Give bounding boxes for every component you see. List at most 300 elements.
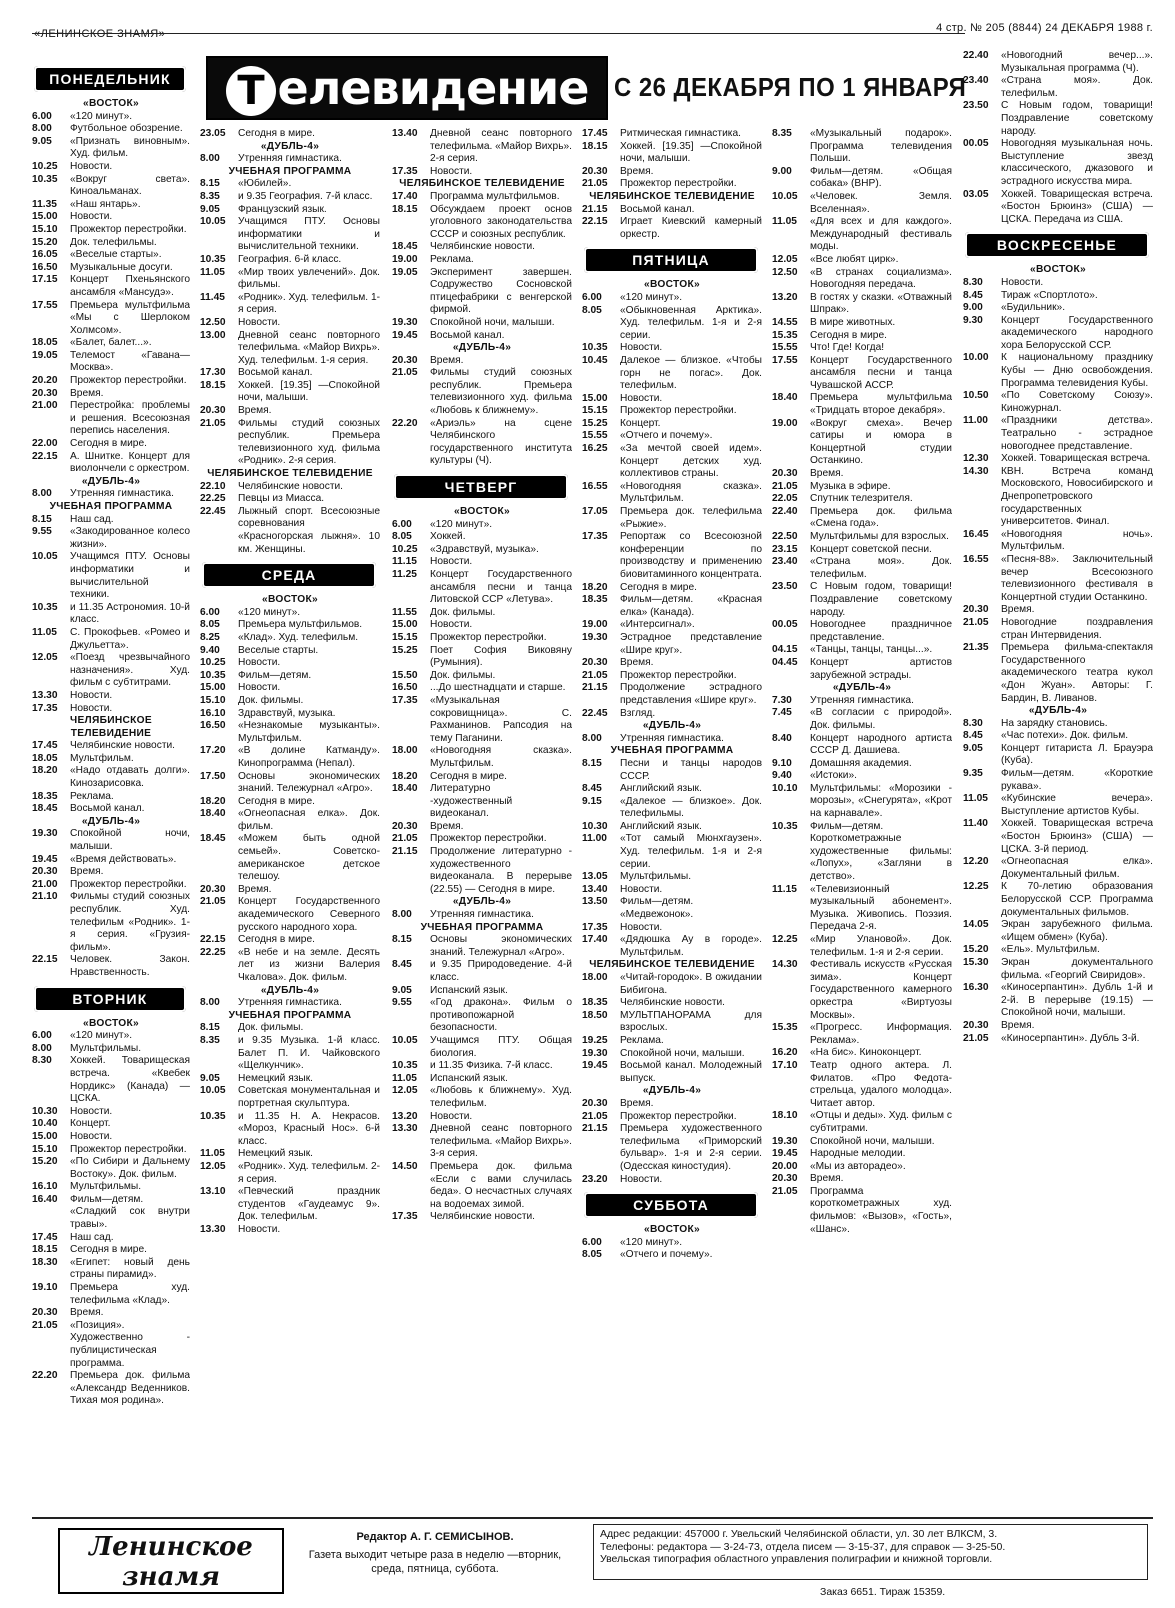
- program-time: 21.05: [772, 1185, 798, 1197]
- program-time: 16.40: [32, 1193, 58, 1205]
- program-time: 8.15: [32, 513, 52, 525]
- program-row: [963, 856, 1153, 881]
- address-line: Адрес редакции: 457000 г. Увельский Челябинской области, ул. 30 лет ВЛКСМ, 3.: [600, 1528, 998, 1540]
- program-row: [200, 1073, 380, 1086]
- channel-heading: ЧЕЛЯБИНСКОЕ ТЕЛЕВИДЕНИЕ: [589, 959, 755, 971]
- program-title: «В долине Катманду». Кинопрограмма (Непал).: [238, 745, 380, 769]
- day-heading: ЧЕТВЕРГ: [394, 474, 568, 500]
- program-time: 6.00: [582, 291, 602, 303]
- program-time: 22.40: [963, 50, 989, 61]
- program-time: 11.00: [582, 833, 607, 845]
- program-title: Фильм—детям. «Красная елка» (Канада).: [620, 594, 762, 618]
- program-time: 16.55: [963, 553, 989, 565]
- program-time: 10.35: [582, 342, 608, 354]
- program-title: «Обыкновенная Арктика». Худ. телефильм. 1-я и 2-я серии.: [620, 304, 762, 341]
- program-title: Док. фильмы.: [430, 669, 496, 681]
- program-row: [963, 529, 1153, 554]
- program-time: 11.35: [32, 198, 57, 210]
- program-title: Эксперимент завершен. Содружество Сосновской птицефабрики с венгерской фирмой.: [430, 266, 572, 316]
- program-time: 18.20: [582, 581, 608, 593]
- program-time: 16.45: [963, 528, 989, 540]
- program-row: [200, 1224, 380, 1237]
- program-title: и 9.35 Природоведение. 4-й класс.: [430, 959, 572, 983]
- program-time: 15.30: [963, 956, 989, 968]
- program-title: Новости.: [620, 1173, 663, 1185]
- program-title: Что! Где! Когда!: [810, 342, 885, 354]
- program-row: [392, 997, 572, 1035]
- program-row: [772, 317, 952, 330]
- program-title: Премьера мультфильма «Мы с Шерлоком Холмсом».: [70, 299, 190, 336]
- program-row: [32, 954, 190, 979]
- program-row: [32, 1307, 190, 1320]
- program-time: 20.30: [963, 1019, 989, 1031]
- program-time: 17.35: [392, 694, 418, 706]
- program-row: [200, 947, 380, 985]
- program-title: Телемост «Гавана—Москва».: [70, 349, 190, 374]
- program-row: [582, 1098, 762, 1111]
- program-time: 15.15: [392, 631, 418, 643]
- day-heading: ПОНЕДЕЛЬНИК: [34, 66, 186, 92]
- program-row: [582, 833, 762, 871]
- program-time: 21.15: [582, 1123, 608, 1135]
- program-row: [772, 216, 952, 254]
- program-row: [32, 803, 190, 816]
- program-row: [32, 740, 190, 753]
- program-time: 21.05: [200, 417, 226, 429]
- program-title: «Отцы и деды». Худ. фильм с субтитрами.: [810, 1110, 952, 1134]
- program-title: Хоккей. Товарищеская встреча. «Бостон Брюинз» (США) — ЦСКА. Передача из США.: [1001, 188, 1153, 225]
- program-time: 22.15: [32, 954, 58, 966]
- program-title: и 11.35 Физика. 7-й класс.: [430, 1060, 553, 1072]
- program-time: 20.30: [32, 1307, 58, 1319]
- program-row: [32, 1106, 190, 1119]
- program-time: 17.45: [32, 1231, 58, 1243]
- program-title: Новости.: [430, 1110, 473, 1122]
- program-title: Новости.: [430, 619, 473, 631]
- program-row: [772, 418, 952, 468]
- program-row: [392, 317, 572, 330]
- program-row: [582, 1123, 762, 1173]
- program-title: С. Прокофьев. «Ромео и Джульетта».: [70, 626, 190, 651]
- channel-heading: ЧЕЛЯБИНСКОЕ ТЕЛЕВИДЕНИЕ: [589, 190, 755, 202]
- program-row: [200, 657, 380, 670]
- program-row: [582, 733, 762, 746]
- program-row: [200, 216, 380, 254]
- program-time: 10.30: [32, 1105, 58, 1117]
- program-title: Учащимся ПТУ. Основы информатики и вычислительной техники.: [70, 551, 190, 601]
- program-row: [200, 1085, 380, 1110]
- section-title-banner: [206, 56, 608, 120]
- program-row: [32, 274, 190, 299]
- channel-heading: «ВОСТОК»: [83, 1017, 139, 1029]
- program-title: Программа мультфильмов.: [430, 190, 560, 202]
- program-title: Фильм—детям. «Короткие рукава».: [1001, 768, 1153, 792]
- program-title: Челябинские новости.: [70, 740, 176, 752]
- program-time: 11.15: [772, 883, 797, 895]
- program-row: [582, 506, 762, 531]
- program-title: Концерт Государственного академического Северного русского народного хора.: [238, 896, 380, 933]
- program-time: 16.20: [772, 1047, 798, 1059]
- program-title: «Все любят цирк».: [810, 253, 899, 265]
- program-time: 14.30: [772, 959, 798, 971]
- program-title: С Новым годом, товарищи! Поздравление советскому народу.: [810, 581, 952, 618]
- program-title: Музыка в эфире.: [810, 480, 891, 492]
- program-time: 13.00: [200, 329, 226, 341]
- program-row: [963, 743, 1153, 768]
- program-title: «Прогресс. Информация. Реклама».: [810, 1022, 952, 1046]
- program-time: 20.30: [200, 405, 226, 417]
- program-time: 8.30: [963, 717, 983, 729]
- program-title: «Мир твоих увлечений». Док. фильмы.: [238, 266, 380, 291]
- program-title: Спокойной ночи, малыши.: [620, 1047, 745, 1059]
- program-time: 17.55: [772, 354, 798, 366]
- program-row: [772, 1022, 952, 1047]
- program-row: [392, 191, 572, 204]
- program-time: 6.00: [32, 1030, 52, 1042]
- program-title: Играет Киевский камерный оркестр.: [620, 216, 762, 240]
- program-time: 14.05: [963, 919, 989, 931]
- program-time: 22.00: [32, 438, 58, 450]
- program-title: Певцы из Миасса.: [238, 493, 325, 505]
- program-time: 20.30: [392, 820, 418, 832]
- program-row: [772, 1173, 952, 1186]
- program-time: 10.25: [200, 657, 226, 669]
- program-row: [392, 1123, 572, 1161]
- program-title: Новости.: [620, 921, 663, 933]
- program-title: «Мир Улановой». Док. телефильм. 1-я и 2-я серии.: [810, 934, 952, 958]
- program-title: Прожектор перестройки.: [620, 405, 737, 417]
- program-time: 18.05: [32, 752, 58, 764]
- program-title: «Музыкальная сокровищница». С. Рахманинов. Рапсодия на тему Паганини.: [430, 694, 572, 744]
- program-time: 18.45: [32, 803, 58, 815]
- program-row: [32, 123, 190, 136]
- program-row: [32, 111, 190, 124]
- program-time: 15.35: [772, 1022, 798, 1034]
- program-row: [582, 1010, 762, 1035]
- program-time: 11.40: [963, 818, 988, 830]
- program-time: 22.45: [200, 505, 226, 517]
- program-time: 11.00: [963, 415, 988, 427]
- program-title: Восьмой канал.: [430, 329, 505, 341]
- program-title: «Год дракона». Фильм о противопожарной безопасности.: [430, 997, 572, 1034]
- program-title: Время.: [620, 657, 654, 669]
- program-time: 10.35: [392, 1060, 418, 1072]
- program-row: [200, 708, 380, 721]
- program-title: «Родник». Худ. телефильм. 1-я серия.: [238, 291, 380, 316]
- program-time: 20.30: [772, 1173, 798, 1185]
- program-time: 9.05: [32, 135, 52, 147]
- program-time: 9.05: [200, 1072, 220, 1084]
- program-title: «Закодированное колесо жизни».: [70, 526, 190, 550]
- program-title: «120 минут».: [620, 1236, 683, 1248]
- program-title: Реклама.: [70, 790, 114, 802]
- program-row: [32, 1118, 190, 1131]
- program-title: Мультфильмы.: [620, 871, 692, 883]
- program-row: [32, 388, 190, 401]
- program-title: «Балет, балет...».: [70, 337, 152, 349]
- program-time: 19.30: [392, 316, 418, 328]
- program-row: [200, 506, 380, 556]
- program-title: Новости.: [70, 1130, 113, 1142]
- day-heading: СУББОТА: [584, 1192, 758, 1218]
- program-time: 21.05: [32, 1319, 58, 1331]
- program-time: 9.15: [582, 795, 602, 807]
- channel-heading: «ДУБЛЬ-4»: [260, 140, 320, 152]
- program-time: 18.35: [32, 790, 58, 802]
- program-time: 21.05: [392, 367, 418, 379]
- program-row: [963, 617, 1153, 642]
- program-time: 15.10: [200, 694, 226, 706]
- program-row: [582, 430, 762, 443]
- program-row: [32, 438, 190, 451]
- program-time: 9.05: [200, 203, 220, 215]
- program-time: 16.50: [392, 682, 418, 694]
- program-row: [582, 708, 762, 721]
- program-title: Далекое — близкое. «Чтобы горн не погас». Док. телефильм.: [620, 354, 762, 392]
- program-row: [582, 531, 762, 581]
- program-row: [32, 891, 190, 954]
- program-row: [32, 627, 190, 652]
- program-time: 22.20: [32, 1370, 58, 1382]
- program-time: 10.05: [32, 551, 58, 563]
- program-row: [392, 833, 572, 846]
- program-time: 13.05: [582, 871, 608, 883]
- program-row: [392, 367, 572, 417]
- program-row: [200, 405, 380, 418]
- program-title: Премьера док. фильма «Если с вами случилась беда». О несчастных случаях на водоемах зимой.: [430, 1160, 572, 1210]
- program-title: Премьера док. фильма «Смена года».: [810, 505, 952, 530]
- program-title: Испанский язык.: [430, 1072, 508, 1084]
- program-title: Новости.: [70, 702, 113, 714]
- program-row: [200, 128, 380, 141]
- program-title: «Надо отдавать долги». Кинозарисовка.: [70, 765, 190, 790]
- program-title: «Музыкальный подарок». Программа телевидения Польши.: [810, 128, 952, 165]
- program-title: Хоккей. [19.35] —Спокойной ночи, малыши.: [238, 379, 380, 404]
- program-row: [963, 352, 1153, 390]
- program-time: 20.30: [200, 883, 226, 895]
- column-4: [582, 128, 762, 1512]
- program-title: Фильм—детям. Короткометражные художественные фильмы: «Лопух», «Загляни в детство».: [810, 820, 952, 883]
- program-title: «Огнеопасная елка». Документальный фильм.: [1001, 856, 1153, 880]
- program-row: [32, 224, 190, 237]
- program-time: 16.05: [32, 249, 58, 261]
- program-title: «На бис». Киноконцерт.: [810, 1047, 922, 1059]
- program-title: «Новогодняя сказка». Мультфильм.: [430, 745, 572, 769]
- program-row: [772, 695, 952, 708]
- program-title: Время.: [70, 1307, 104, 1319]
- program-time: 12.25: [963, 881, 989, 893]
- program-title: и 11.35 Астрономия. 10-й класс.: [70, 601, 190, 626]
- program-row: [200, 833, 380, 883]
- program-row: [772, 1136, 952, 1149]
- program-title: Премьера док. фильма «Александр Веденников. Тихая моя родина».: [70, 1370, 190, 1407]
- program-title: Английский язык.: [620, 820, 702, 832]
- program-time: 18.20: [32, 765, 58, 777]
- program-row: [963, 75, 1153, 100]
- program-time: 11.05: [392, 1072, 417, 1084]
- program-time: 17.15: [32, 274, 58, 286]
- program-time: 21.05: [200, 896, 226, 908]
- program-row: [772, 531, 952, 544]
- program-row: [200, 619, 380, 632]
- program-time: 19.00: [582, 619, 608, 631]
- program-row: [772, 884, 952, 934]
- program-title: Реклама.: [430, 253, 474, 265]
- program-row: [963, 302, 1153, 315]
- program-row: [32, 828, 190, 853]
- program-row: [32, 237, 190, 250]
- program-time: 19.00: [772, 417, 798, 429]
- program-title: Время.: [810, 468, 844, 480]
- program-row: [582, 178, 762, 191]
- program-title: Восьмой канал.: [620, 203, 695, 215]
- program-row: [582, 582, 762, 595]
- program-time: 15.00: [392, 619, 418, 631]
- program-row: [392, 330, 572, 343]
- program-title: Новости.: [70, 160, 113, 172]
- program-row: [582, 1060, 762, 1085]
- program-row: [392, 645, 572, 670]
- program-time: 22.50: [772, 531, 798, 542]
- program-time: 8.25: [200, 631, 220, 643]
- program-row: [32, 1055, 190, 1105]
- program-row: [392, 544, 572, 557]
- program-row: [32, 690, 190, 703]
- program-time: 8.30: [963, 276, 983, 288]
- program-time: 10.40: [32, 1118, 58, 1130]
- channel-heading: «ДУБЛЬ-4»: [81, 475, 141, 487]
- program-title: Время.: [620, 165, 654, 177]
- program-time: 21.15: [392, 846, 418, 858]
- program-row: [392, 670, 572, 683]
- program-title: Мультфильмы.: [70, 1181, 142, 1193]
- program-row: [772, 770, 952, 783]
- program-time: 21.35: [963, 642, 989, 654]
- program-time: 15.10: [32, 223, 58, 235]
- program-row: [200, 292, 380, 317]
- program-time: 16.10: [32, 1181, 58, 1193]
- program-row: [200, 481, 380, 494]
- program-title: Утренняя гимнастика.: [620, 732, 724, 744]
- program-row: [963, 1020, 1153, 1033]
- program-title: Перестройка: проблемы и решения. Всесоюзная перепись населения.: [70, 400, 190, 437]
- program-row: [772, 355, 952, 393]
- program-row: [392, 254, 572, 267]
- program-time: 6.00: [32, 110, 52, 122]
- program-row: [32, 1043, 190, 1056]
- program-time: 23.20: [582, 1173, 608, 1185]
- title-rest: елевидение: [277, 61, 589, 115]
- program-row: [200, 645, 380, 658]
- program-row: [200, 1148, 380, 1161]
- program-time: 16.50: [32, 261, 58, 273]
- program-time: 20.30: [32, 387, 58, 399]
- program-time: 14.30: [963, 465, 989, 477]
- program-row: [200, 745, 380, 770]
- program-title: Немецкий язык.: [238, 1072, 313, 1084]
- program-row: [582, 682, 762, 707]
- program-title: «Новогодняя сказка». Мультфильм.: [620, 480, 762, 505]
- channel-heading: «ДУБЛЬ-4»: [260, 984, 320, 996]
- program-row: [392, 1073, 572, 1086]
- program-title: Футбольное обозрение.: [70, 123, 183, 135]
- program-time: 17.40: [392, 190, 418, 202]
- program-row: [963, 466, 1153, 529]
- program-title: Премьера художественного телефильма «Приморский бульвар». 1-я и 2-я серии. (Одесская киностудия).: [620, 1123, 762, 1172]
- program-title: «Юбилей».: [238, 178, 292, 190]
- program-title: Время.: [238, 405, 272, 417]
- program-row: [32, 375, 190, 388]
- program-row: [200, 1186, 380, 1224]
- program-time: 22.45: [582, 707, 608, 719]
- program-row: [32, 1282, 190, 1307]
- program-row: [32, 652, 190, 690]
- program-time: 9.00: [963, 302, 983, 314]
- program-row: [963, 189, 1153, 227]
- program-row: [200, 330, 380, 368]
- program-title: «По Сибири и Дальнему Востоку». Док. фильм.: [70, 1156, 190, 1180]
- program-row: [200, 695, 380, 708]
- program-time: 21.15: [582, 682, 608, 694]
- program-row: [772, 959, 952, 1022]
- program-title: Дневной сеанс повторного телефильма. «Майор Вихрь». 2-я серия.: [430, 128, 572, 165]
- program-title: Новости.: [70, 1105, 113, 1117]
- program-title: Немецкий язык.: [238, 1148, 313, 1160]
- program-title: Прожектор перестройки.: [70, 375, 187, 387]
- channel-heading: ЧЕЛЯБИНСКОЕ ТЕЛЕВИДЕНИЕ: [399, 178, 565, 190]
- program-time: 8.15: [200, 178, 220, 190]
- program-row: [200, 418, 380, 468]
- program-title: «Родник». Худ. телефильм. 2-я серия.: [238, 1160, 380, 1185]
- program-time: 21.05: [392, 833, 418, 845]
- channel-heading: УЧЕБНАЯ ПРОГРАММА: [49, 501, 173, 512]
- program-row: [582, 619, 762, 632]
- program-time: 15.55: [772, 342, 798, 354]
- program-row: [392, 1211, 572, 1224]
- program-row: [582, 1174, 762, 1187]
- editor-name: Редактор А. Г. СЕМИСЫНОВ.: [356, 1531, 514, 1543]
- program-row: [392, 619, 572, 632]
- program-title: Дневной сеанс повторного телефильма. «Майор Вихрь». Худ. телефильм. 1-я серия.: [238, 329, 380, 366]
- program-time: 18.15: [32, 1244, 58, 1256]
- program-row: [772, 707, 952, 732]
- header-rule: [32, 33, 965, 34]
- program-row: [772, 1047, 952, 1060]
- date-range: С 26 ДЕКАБРЯ ПО 1 ЯНВАРЯ: [614, 72, 967, 102]
- program-title: География. 6-й класс.: [238, 253, 342, 265]
- program-time: 9.40: [200, 644, 220, 656]
- program-row: [392, 519, 572, 532]
- program-title: «Отчего и почему».: [620, 1249, 713, 1261]
- program-row: [582, 405, 762, 418]
- program-row: [582, 632, 762, 657]
- program-title: «Праздники детства». Театрально - эстрадное новогоднее представление.: [1001, 415, 1153, 452]
- program-time: 20.30: [772, 468, 798, 480]
- program-time: 15.20: [963, 944, 989, 956]
- program-row: [32, 879, 190, 892]
- program-time: 16.50: [200, 720, 226, 732]
- program-title: Восьмой канал. Молодежный выпуск.: [620, 1060, 762, 1084]
- program-row: [200, 771, 380, 796]
- program-title: Утренняя гимнастика.: [70, 488, 174, 500]
- program-title: Время.: [810, 1173, 844, 1185]
- program-time: 22.10: [200, 480, 226, 492]
- program-time: 8.45: [963, 289, 983, 301]
- program-title: «Интерсигнал».: [620, 619, 695, 631]
- program-time: 13.10: [200, 1186, 226, 1198]
- program-time: 8.45: [963, 730, 983, 742]
- program-row: [582, 141, 762, 166]
